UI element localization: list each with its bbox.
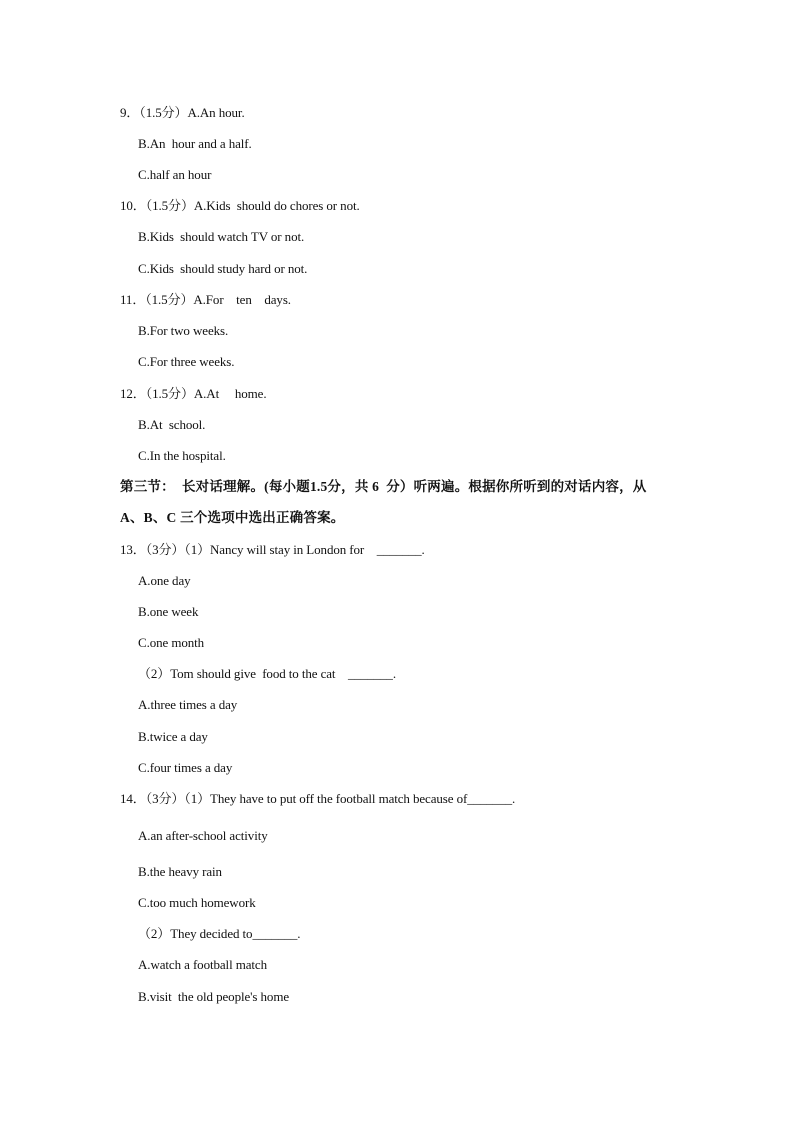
question-9-option-b: B.An hour and a half. xyxy=(138,136,252,151)
question-10-option-b: B.Kids should watch TV or not. xyxy=(138,229,305,244)
question-13-1-option-a: A.one day xyxy=(138,573,191,588)
question-11-option-b: B.For two weeks. xyxy=(138,323,229,338)
question-13-2-option-b: B.twice a day xyxy=(138,729,208,744)
question-14-stem: 14．（3分）（1）They have to put off the football match because of_______. xyxy=(120,791,516,806)
question-14-1-option-b: B.the heavy rain xyxy=(138,864,222,879)
question-13-stem: 13．（3分）（1）Nancy will stay in London for _______. xyxy=(120,542,425,557)
question-13-2-option-a: A.three times a day xyxy=(138,697,238,712)
question-12-stem: 12．（1.5分）A.At home. xyxy=(120,386,267,401)
question-12-option-b: B.At school. xyxy=(138,417,206,432)
question-14-2-option-b: B.visit the old people's home xyxy=(138,989,289,1004)
section-3-heading-line-1: 第三节： 长对话理解。(每小题1.5分，共 6 分）听两遍。根据你所听到的对话内容，从 xyxy=(120,479,647,494)
question-10-option-c: C.Kids should study hard or not. xyxy=(138,261,308,276)
question-14-2-stem: （2）They decided to_______. xyxy=(138,926,301,941)
question-14-1-option-c: C.too much homework xyxy=(138,895,256,910)
question-11-option-c: C.For three weeks. xyxy=(138,354,235,369)
section-3-heading-line-2: A、B、C 三个选项中选出正确答案。 xyxy=(120,510,345,525)
question-14-2-option-a: A.watch a football match xyxy=(138,957,267,972)
question-13-1-option-b: B.one week xyxy=(138,604,199,619)
question-11-stem: 11．（1.5分）A.For ten days. xyxy=(120,292,291,307)
question-12-option-c: C.In the hospital. xyxy=(138,448,226,463)
question-13-2-stem: （2）Tom should give food to the cat _______. xyxy=(138,666,396,681)
question-9-stem: 9．（1.5分）A.An hour. xyxy=(120,105,245,120)
question-9-option-c: C.half an hour xyxy=(138,167,212,182)
question-14-1-option-a: A.an after-school activity xyxy=(138,828,268,843)
question-10-stem: 10．（1.5分）A.Kids should do chores or not. xyxy=(120,198,360,213)
question-13-1-option-c: C.one month xyxy=(138,635,205,650)
question-13-2-option-c: C.four times a day xyxy=(138,760,233,775)
